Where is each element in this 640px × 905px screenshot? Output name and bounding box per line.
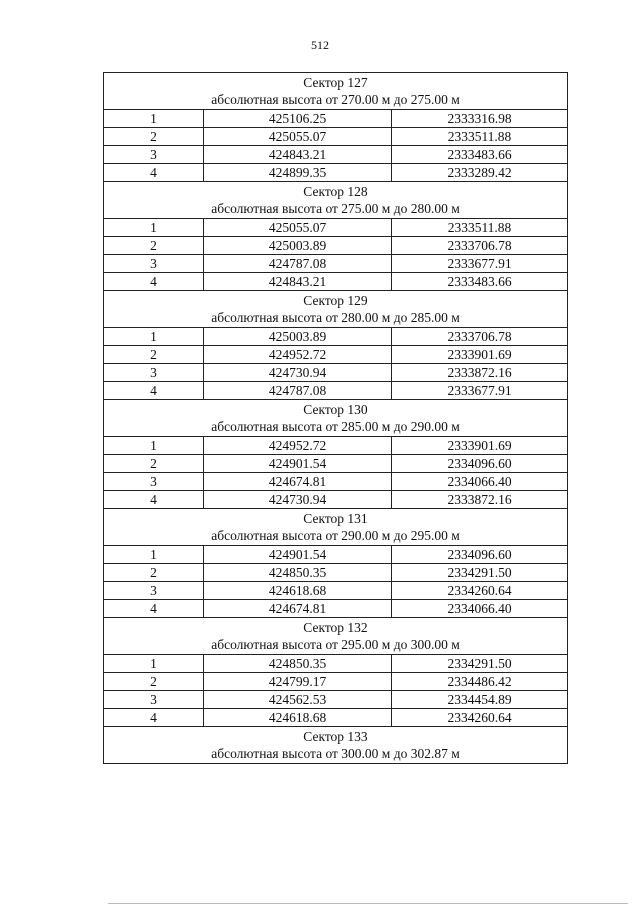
table-row [104, 655, 568, 673]
y-coordinate-cell: 2334454.89 [392, 691, 568, 709]
y-coordinate-cell: 2333706.78 [392, 328, 568, 346]
point-number-cell: 3 [104, 146, 204, 164]
table-row [104, 364, 568, 382]
y-coordinate-cell: 2333901.69 [392, 346, 568, 364]
x-coordinate-cell: 424618.68 [204, 709, 392, 727]
point-number-cell: 1 [104, 437, 204, 455]
table-row [104, 473, 568, 491]
x-coordinate-cell: 425055.07 [204, 128, 392, 146]
sector-header-row [104, 618, 568, 655]
sector-header-cell [104, 400, 568, 437]
sector-title: Сектор 131 [303, 511, 368, 526]
y-coordinate-cell: 2334260.64 [392, 582, 568, 600]
table-body [104, 73, 568, 764]
point-number-cell: 3 [104, 582, 204, 600]
x-coordinate-cell: 425055.07 [204, 219, 392, 237]
sector-coordinates-table [103, 72, 568, 764]
x-coordinate-cell: 424730.94 [204, 491, 392, 509]
sector-header-row [104, 400, 568, 437]
y-coordinate-cell: 2334291.50 [392, 564, 568, 582]
sector-header-row [104, 291, 568, 328]
x-coordinate-cell: 424850.35 [204, 564, 392, 582]
y-coordinate-cell: 2334486.42 [392, 673, 568, 691]
y-coordinate-cell: 2333677.91 [392, 382, 568, 400]
y-coordinate-cell: 2333289.42 [392, 164, 568, 182]
x-coordinate-cell: 424562.53 [204, 691, 392, 709]
y-coordinate-cell: 2333483.66 [392, 146, 568, 164]
table-row [104, 164, 568, 182]
sector-header-cell [104, 727, 568, 764]
point-number-cell: 2 [104, 564, 204, 582]
x-coordinate-cell: 425003.89 [204, 328, 392, 346]
x-coordinate-cell: 424899.35 [204, 164, 392, 182]
y-coordinate-cell: 2333316.98 [392, 110, 568, 128]
point-number-cell: 4 [104, 273, 204, 291]
point-number-cell: 2 [104, 455, 204, 473]
sector-altitude-range: абсолютная высота от 285.00 м до 290.00 м [211, 419, 460, 434]
sector-altitude-range: абсолютная высота от 295.00 м до 300.00 м [211, 637, 460, 652]
x-coordinate-cell: 425106.25 [204, 110, 392, 128]
x-coordinate-cell: 424674.81 [204, 600, 392, 618]
x-coordinate-cell: 424850.35 [204, 655, 392, 673]
table-row [104, 564, 568, 582]
table-row [104, 146, 568, 164]
table-row [104, 237, 568, 255]
x-coordinate-cell: 425003.89 [204, 237, 392, 255]
table-row [104, 273, 568, 291]
table-row [104, 346, 568, 364]
table-row [104, 437, 568, 455]
table-row [104, 709, 568, 727]
sector-header-row [104, 73, 568, 110]
x-coordinate-cell: 424618.68 [204, 582, 392, 600]
y-coordinate-cell: 2333872.16 [392, 491, 568, 509]
table-row [104, 219, 568, 237]
x-coordinate-cell: 424787.08 [204, 382, 392, 400]
point-number-cell: 4 [104, 164, 204, 182]
point-number-cell: 3 [104, 255, 204, 273]
point-number-cell: 4 [104, 382, 204, 400]
point-number-cell: 3 [104, 473, 204, 491]
table-row [104, 128, 568, 146]
table-row [104, 491, 568, 509]
x-coordinate-cell: 424843.21 [204, 273, 392, 291]
sector-title: Сектор 132 [303, 620, 368, 635]
point-number-cell: 1 [104, 328, 204, 346]
sector-header-cell [104, 73, 568, 110]
y-coordinate-cell: 2334096.60 [392, 455, 568, 473]
sector-title: Сектор 128 [303, 184, 368, 199]
sector-title: Сектор 133 [303, 729, 368, 744]
y-coordinate-cell: 2333706.78 [392, 237, 568, 255]
y-coordinate-cell: 2334096.60 [392, 546, 568, 564]
sector-title: Сектор 130 [303, 402, 368, 417]
table-row [104, 455, 568, 473]
y-coordinate-cell: 2333483.66 [392, 273, 568, 291]
sector-altitude-range: абсолютная высота от 275.00 м до 280.00 м [211, 201, 460, 216]
y-coordinate-cell: 2334066.40 [392, 600, 568, 618]
y-coordinate-cell: 2333901.69 [392, 437, 568, 455]
page-number: 512 [311, 38, 329, 52]
sector-altitude-range: абсолютная высота от 270.00 м до 275.00 м [211, 92, 460, 107]
point-number-cell: 3 [104, 364, 204, 382]
point-number-cell: 1 [104, 219, 204, 237]
table-row [104, 582, 568, 600]
table-row [104, 673, 568, 691]
x-coordinate-cell: 424787.08 [204, 255, 392, 273]
point-number-cell: 1 [104, 655, 204, 673]
point-number-cell: 4 [104, 709, 204, 727]
sector-header-row [104, 727, 568, 764]
y-coordinate-cell: 2334066.40 [392, 473, 568, 491]
y-coordinate-cell: 2333511.88 [392, 219, 568, 237]
y-coordinate-cell: 2334260.64 [392, 709, 568, 727]
sector-title: Сектор 129 [303, 293, 368, 308]
sector-header-cell [104, 291, 568, 328]
point-number-cell: 3 [104, 691, 204, 709]
sector-altitude-range: абсолютная высота от 300.00 м до 302.87 м [211, 746, 460, 761]
table-row [104, 600, 568, 618]
point-number-cell: 2 [104, 673, 204, 691]
table-row [104, 328, 568, 346]
y-coordinate-cell: 2333511.88 [392, 128, 568, 146]
sector-altitude-range: абсолютная высота от 280.00 м до 285.00 м [211, 310, 460, 325]
page-edge-line [108, 903, 628, 904]
point-number-cell: 4 [104, 600, 204, 618]
point-number-cell: 4 [104, 491, 204, 509]
table-row [104, 382, 568, 400]
table-row [104, 255, 568, 273]
sector-title: Сектор 127 [303, 75, 368, 90]
sector-header-cell [104, 509, 568, 546]
x-coordinate-cell: 424952.72 [204, 437, 392, 455]
x-coordinate-cell: 424843.21 [204, 146, 392, 164]
y-coordinate-cell: 2333677.91 [392, 255, 568, 273]
sector-header-row [104, 509, 568, 546]
x-coordinate-cell: 424901.54 [204, 455, 392, 473]
y-coordinate-cell: 2334291.50 [392, 655, 568, 673]
table-row [104, 546, 568, 564]
point-number-cell: 2 [104, 237, 204, 255]
point-number-cell: 2 [104, 346, 204, 364]
x-coordinate-cell: 424799.17 [204, 673, 392, 691]
x-coordinate-cell: 424952.72 [204, 346, 392, 364]
sector-header-row [104, 182, 568, 219]
x-coordinate-cell: 424730.94 [204, 364, 392, 382]
sector-header-cell [104, 182, 568, 219]
table-row [104, 110, 568, 128]
sector-header-cell [104, 618, 568, 655]
x-coordinate-cell: 424901.54 [204, 546, 392, 564]
sector-altitude-range: абсолютная высота от 290.00 м до 295.00 м [211, 528, 460, 543]
point-number-cell: 1 [104, 546, 204, 564]
x-coordinate-cell: 424674.81 [204, 473, 392, 491]
point-number-cell: 2 [104, 128, 204, 146]
point-number-cell: 1 [104, 110, 204, 128]
sector-coordinates-table-wrapper [103, 72, 567, 764]
table-row [104, 691, 568, 709]
y-coordinate-cell: 2333872.16 [392, 364, 568, 382]
